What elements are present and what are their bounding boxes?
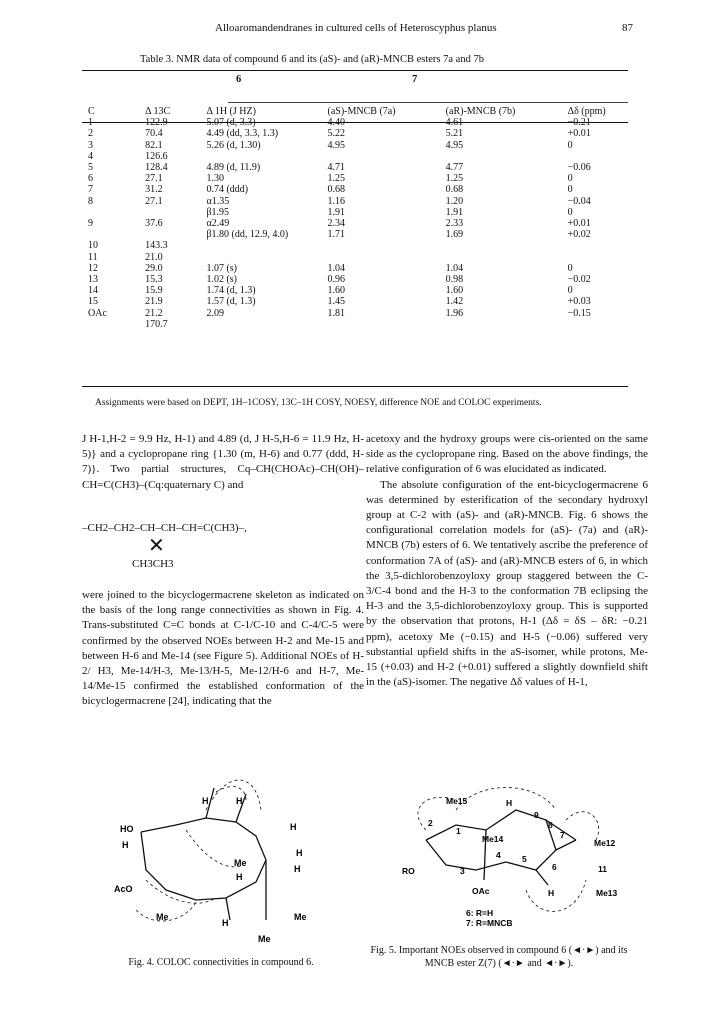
fig4-label-h-left: H: [122, 840, 129, 850]
formula-sub: CH3CH3: [132, 558, 174, 570]
table-group-rule: [228, 102, 628, 103]
col-header-13c: Δ 13C: [145, 106, 171, 117]
table-row: [82, 263, 628, 274]
fig5-label-ro: RO: [402, 866, 415, 876]
col-header-1h: Δ 1H (J HZ): [206, 106, 256, 117]
cell-7b: 0.68: [445, 184, 464, 196]
cell-7a: [326, 319, 444, 330]
figure-5-structure: [386, 770, 626, 930]
figure-4-caption: Fig. 4. COLOC connectivities in compound 6.: [128, 957, 314, 968]
cell-delta: [566, 252, 628, 263]
table-row: [82, 218, 628, 229]
cell-c: 9: [88, 218, 93, 230]
cell-7b: [444, 319, 566, 330]
cell-1h: β1.95: [206, 206, 230, 218]
cell-delta: [566, 319, 628, 330]
table-caption: Table 3. NMR data of compound 6 and its (aS)- and (aR)-MNCB esters 7a and 7b: [140, 54, 484, 65]
table-row: [82, 184, 628, 195]
col-header-7a: (aS)-MNCB (7a): [327, 106, 396, 117]
fig5-label-h-bot: H: [548, 888, 555, 898]
cell-13c: [143, 207, 204, 218]
cell-7a: 5.22: [327, 128, 346, 140]
cell-c: 3: [88, 139, 93, 151]
fig4-label-ho: HO: [120, 824, 134, 834]
cell-delta: −0.15: [567, 307, 591, 319]
fig5-label-me15: Me15: [446, 796, 468, 806]
fig5-label-me14: Me14: [482, 834, 504, 844]
cell-c: 15: [88, 296, 98, 308]
table-row: [82, 196, 628, 207]
cell-1h: 1.74 (d, 1.3): [206, 285, 256, 297]
cell-c: [82, 207, 143, 218]
fig5-label-1: 1: [456, 826, 461, 836]
cell-c: 4: [88, 150, 93, 162]
table-row: [82, 285, 628, 296]
fig4-label-aco: AcO: [114, 884, 133, 894]
cell-7a: [326, 240, 444, 251]
cell-7b: 1.42: [445, 296, 464, 308]
table-row: [82, 229, 628, 240]
table-row: [82, 296, 628, 307]
cell-delta: +0.01: [567, 128, 591, 140]
cell-1h: 1.57 (d, 1.3): [206, 296, 256, 308]
cell-delta: 0: [567, 173, 573, 185]
left-column: [82, 432, 364, 493]
cell-delta: +0.02: [567, 229, 591, 241]
cell-7b: 4.95: [445, 139, 464, 151]
cell-7a: 0.68: [327, 184, 346, 196]
cell-7b: 4.61: [445, 117, 464, 129]
cell-7a: 1.16: [327, 195, 346, 207]
col-header-c: C: [88, 106, 95, 117]
cell-7a: 1.60: [327, 285, 346, 297]
cell-delta: −0.04: [567, 195, 591, 207]
cell-1h: [204, 240, 325, 251]
fig4-label-h6: H: [236, 872, 243, 882]
cell-c: 14: [88, 285, 98, 297]
cell-7a: [326, 151, 444, 162]
formula-cross-icon: ✕: [148, 535, 165, 557]
cell-c: 1: [88, 117, 93, 129]
cell-c: 2: [88, 128, 93, 140]
fig5-label-3: 3: [460, 866, 465, 876]
cell-7a: 0.96: [327, 274, 346, 286]
nmr-data-table: [82, 106, 628, 330]
fig5-label-me12: Me12: [594, 838, 616, 848]
cell-13c: 70.4: [145, 128, 163, 140]
figure-5-caption: Fig. 5. Important NOEs observed in compound 6 (◄·►) and its MNCB ester Z(7) (◄·► and ◄·►).: [370, 945, 628, 969]
cell-13c: 15.3: [145, 274, 163, 286]
cell-c: 7: [88, 184, 93, 196]
fig5-label-6: 6: [552, 862, 557, 872]
cell-13c: 82.1: [145, 139, 163, 151]
fig5-label-4: 4: [496, 850, 501, 860]
table-row: [82, 319, 628, 330]
cell-1h: 0.74 (ddd): [206, 184, 249, 196]
fig5-label-2: 2: [428, 818, 433, 828]
cell-delta: 0: [567, 206, 573, 218]
cell-c: [82, 319, 143, 330]
cell-13c: 29.0: [145, 262, 163, 274]
right-column: [366, 432, 648, 690]
table-row: [82, 207, 628, 218]
cell-7b: [444, 240, 566, 251]
cell-7b: [444, 151, 566, 162]
partial-structure-formula: [82, 522, 247, 570]
cell-7a: 1.45: [327, 296, 346, 308]
cell-c: 11: [88, 251, 98, 263]
running-header-title: Alloaromandendranes in cultured cells of Heteroscyphus planus: [215, 22, 497, 34]
table-row: [82, 117, 628, 128]
cell-7b: 1.96: [445, 307, 464, 319]
fig5-label-me13: Me13: [596, 888, 618, 898]
cell-1h: 2.09: [206, 307, 224, 319]
fig5-legend-6: 6: R=H: [466, 908, 494, 918]
cell-13c: 122.9: [145, 117, 168, 129]
cell-13c: 37.6: [145, 218, 163, 230]
cell-1h: 5.07 (d, 3.3): [206, 117, 256, 129]
fig4-label-h2: H: [236, 796, 243, 806]
cell-7a: [326, 252, 444, 263]
table-row: [82, 140, 628, 151]
right-paragraph-1: acetoxy and the hydroxy groups were cis-oriented on the same side as the cyclopropane ring. Based on the above findings, the relative configuration of 6 was elucidated as indicated.: [366, 433, 648, 476]
cell-7b: 4.77: [445, 162, 464, 174]
cell-13c: 170.7: [145, 318, 168, 330]
table-footnote: Assignments were based on DEPT, 1H–1COSY, 13C–1H COSY, NOESY, difference NOE and COLOC experiments.: [95, 398, 542, 408]
cell-1h: 5.26 (d, 1.30): [206, 139, 261, 151]
cell-delta: +0.03: [567, 296, 591, 308]
cell-13c: [143, 229, 204, 240]
cell-1h: 1.07 (s): [206, 262, 238, 274]
cell-7b: 2.33: [445, 218, 464, 230]
cell-13c: 126.6: [145, 150, 168, 162]
cell-13c: 31.2: [145, 184, 163, 196]
cell-7a: 4.71: [327, 162, 346, 174]
cell-7b: 1.69: [445, 229, 464, 241]
table-row: [82, 162, 628, 173]
cell-delta: 0: [567, 262, 573, 274]
cell-delta: [566, 151, 628, 162]
table-row: [82, 274, 628, 285]
cell-c: OAc: [88, 307, 107, 319]
fig4-label-me1: Me: [156, 912, 169, 922]
col-header-delta: Δδ (ppm): [567, 106, 606, 117]
fig5-label-7: 7: [560, 830, 565, 840]
cell-7b: 1.60: [445, 285, 464, 297]
cell-c: 12: [88, 262, 98, 274]
cell-7a: 4.40: [327, 117, 346, 129]
cell-1h: 1.30: [206, 173, 224, 185]
cell-7b: 0.98: [445, 274, 464, 286]
cell-13c: 128.4: [145, 162, 168, 174]
fig4-label-h5: H: [294, 864, 301, 874]
cell-1h: 4.49 (dd, 3.3, 1.3): [206, 128, 279, 140]
table-row: [82, 240, 628, 251]
cell-7a: 1.71: [327, 229, 346, 241]
cell-7b: 1.25: [445, 173, 464, 185]
cell-delta: 0: [567, 285, 573, 297]
cell-13c: 27.1: [145, 173, 163, 185]
left-paragraph-1: J H-1,H-2 = 9.9 Hz, H-1) and 4.89 (d, J H-5,H-6 = 11.9 Hz, H-5)} and a cyclopropane ring {1.30 (m, H-6) and 0.77 (ddd, H-7)}. Two partial structures, Cq–CH(CHOAc)–CH(OH)–CH=C(CH3)–(Cq:quaternary C) and: [82, 433, 364, 491]
page-number: 87: [622, 22, 633, 34]
cell-7b: 1.04: [445, 262, 464, 274]
left-column-continued: [82, 588, 364, 710]
cell-c: [82, 229, 143, 240]
table-row: [82, 151, 628, 162]
table-row: [82, 252, 628, 263]
cell-delta: −0.06: [567, 162, 591, 174]
fig5-legend-7: 7: R=MNCB: [466, 918, 513, 928]
figure-4-structure: [86, 770, 356, 950]
group-header-6: 6: [236, 74, 242, 85]
right-paragraph-2: The absolute configuration of the ent-bicyclogermacrene 6 was determined by esterification of the secondary hydroxyl group at C-2 with (aS)- and (aR)-MNCB. Fig. 6 shows the configurational correlation models for (aS)- (7a) and (aR)-MNCB (7b) esters of 6. We tentatively ascribe the preference of conformation 7A of (aS)- and (aR)-MNCB esters of 6, in which the 3,5-dichlorobenzoyloxy group staggered between the C-3/C-4 bond and the H-3 to the conformation 7B eclipsing the H-3 and the 3,5-dichlorobenzoyloxy group. This is supported by the observation that protons, H-1 (Δδ = δS – δR: −0.21 ppm), acetoxy Me (−0.15) and H-5 (−0.06) suffered very substantial upfield shifts in the aS-isomer, while protons, Me-15 (+0.03) and H-2 (+0.01) suffered a slightly downfield shift in the (aS)-isomer. The negative Δδ values of H-1,: [366, 478, 648, 689]
group-header-7: 7: [412, 74, 418, 85]
fig5-label-9: 9: [534, 810, 539, 820]
table-bottom-rule: [82, 386, 628, 387]
cell-1h: 4.89 (d, 11.9): [206, 162, 261, 174]
fig4-label-me3: Me: [294, 912, 307, 922]
cell-7a: 1.04: [327, 262, 346, 274]
cell-7b: [444, 252, 566, 263]
left-paragraph-2: were joined to the bicyclogermacrene skeleton as indicated on the basis of the long range connectivities as shown in Fig. 4. Trans-substituted C=C bonds at C-1/C-10 and C-4/C-5 were confirmed by the observed NOEs between H-2 and Me-15 and between H-6 and Me-14 (see Figure 5). Additional NOEs of H-2/ H3, Me-14/H-3, Me-13/H-5, Me-12/H-6 and H-7, Me-14/Me-15 confirmed the established conformation of the bicyclogermacrene [24], indicating that the: [82, 589, 364, 708]
cell-c: 8: [88, 195, 93, 207]
table-header-row: [82, 106, 628, 117]
cell-13c: 21.2: [145, 307, 163, 319]
cell-7a: 2.34: [327, 218, 346, 230]
cell-13c: 15.9: [145, 285, 163, 297]
cell-13c: 143.3: [145, 240, 168, 252]
fig4-label-h3: H: [290, 822, 297, 832]
table-top-rule: [82, 70, 628, 71]
cell-13c: 21.0: [145, 251, 163, 263]
fig5-label-h-top: H: [506, 798, 513, 808]
col-header-7b: (aR)-MNCB (7b): [445, 106, 516, 117]
fig4-label-me4: Me: [258, 934, 271, 944]
cell-7a: 1.25: [327, 173, 346, 185]
fig4-label-me2: Me: [234, 858, 247, 868]
cell-1h: [204, 151, 325, 162]
cell-7b: 1.91: [445, 206, 464, 218]
table-row: [82, 308, 628, 319]
cell-7b: 1.20: [445, 195, 464, 207]
fig5-label-5: 5: [522, 854, 527, 864]
cell-c: 10: [88, 240, 98, 252]
fig4-label-h4: H: [296, 848, 303, 858]
cell-delta: −0.21: [567, 117, 591, 129]
table-body: [82, 117, 628, 330]
cell-c: 6: [88, 173, 93, 185]
cell-1h: β1.80 (dd, 12.9, 4.0): [206, 229, 289, 241]
formula-line: –CH2–CH2–CH–CH–CH=C(CH3)–,: [82, 522, 247, 534]
cell-1h: 1.02 (s): [206, 274, 238, 286]
fig5-label-8: 8: [548, 820, 553, 830]
fig5-label-11: 11: [598, 864, 607, 874]
cell-1h: α1.35: [206, 195, 230, 207]
cell-c: 13: [88, 274, 98, 286]
cell-delta: −0.02: [567, 274, 591, 286]
cell-13c: 21.9: [145, 296, 163, 308]
cell-7a: 1.91: [327, 206, 346, 218]
fig4-label-h1: H: [202, 796, 209, 806]
table-row: [82, 128, 628, 139]
cell-1h: [204, 252, 325, 263]
fig4-label-h7: H: [222, 918, 229, 928]
cell-7a: 4.95: [327, 139, 346, 151]
cell-delta: 0: [567, 184, 573, 196]
table-row: [82, 173, 628, 184]
cell-1h: α2.49: [206, 218, 230, 230]
cell-delta: +0.01: [567, 218, 591, 230]
cell-c: 5: [88, 162, 93, 174]
fig5-label-oac: OAc: [472, 886, 490, 896]
cell-delta: [566, 240, 628, 251]
cell-7b: 5.21: [445, 128, 464, 140]
cell-delta: 0: [567, 139, 573, 151]
cell-1h: [204, 319, 325, 330]
cell-7a: 1.81: [327, 307, 346, 319]
cell-13c: 27.1: [145, 195, 163, 207]
